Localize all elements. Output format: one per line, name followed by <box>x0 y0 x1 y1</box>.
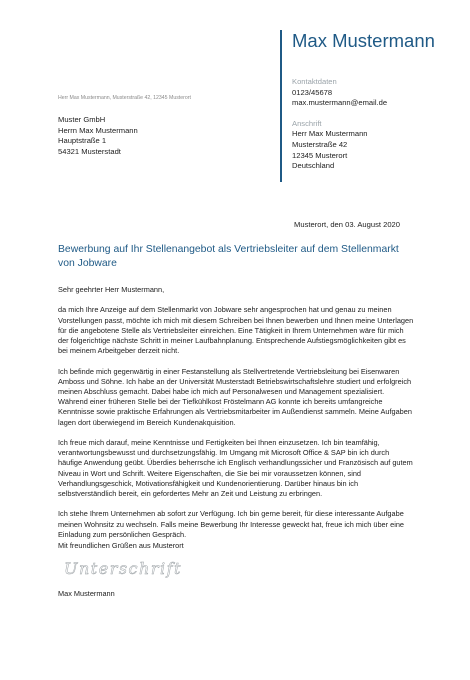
letter-body <box>58 285 415 550</box>
recipient-line: Herrn Max Mustermann <box>58 125 138 135</box>
signer-name: Max Mustermann <box>58 589 115 598</box>
letter-date: Musterort, den 03. August 2020 <box>294 220 400 229</box>
address-line: 12345 Musterort <box>292 150 348 160</box>
contact-email: max.mustermann@email.de <box>292 98 388 108</box>
body-paragraph: Ich befinde mich gegenwärtig in einer Festanstellung als Stellvertretende Vertriebsleitung bei Eisenwaren Amboss und Söhne. Ich habe an der Universität Musterstadt Betriebswirtschaftslehre studiert und erfolgreich meinen Abschluss gemacht. Dabei habe ich mich auf Personalwesen und Management spezialisiert. Während einer früheren Stelle bei der Tiefkühlkost Fröstelmann AG konnte ich bereits umfangreiche Kenntnisse sowie praktische Erfahrungen als Vertriebsmitarbeiter im Außendienst sammeln. Meine Aufgaben lagen dort überwiegend im Bereich Kundenakquisition. <box>58 366 412 427</box>
address-line: Musterstraße 42 <box>292 139 348 149</box>
sender-return-line: Herr Max Mustermann, Musterstraße 42, 12345 Musterort <box>58 95 191 101</box>
letter-subject: Bewerbung auf Ihr Stellenangebot als Vertriebsleiter auf dem Stellenmarkt von Jobware <box>58 244 399 269</box>
signature-placeholder: Unterschrift <box>64 559 182 578</box>
address-line: Deutschland <box>292 161 335 171</box>
recipient-address <box>58 115 138 157</box>
body-paragraph: da mich Ihre Anzeige auf dem Stellenmarkt von Jobware sehr angesprochen hat und genau zu meinen Vorstellungen passt, möchte ich mich mit diesem Schreiben bei Ihnen bewerben und Ihnen meine Unterlagen für die angebotene Stelle als Vertriebsleiter einreichen. Eine Tätigkeit in Ihrem Unternehmen wäre für mich der folgerichtige nächste Schritt in meiner Laufbahnplanung. Entsprechende Aufstiegsmöglichkeiten gibt es bei meinem Arbeitgeber derzeit nicht. <box>58 305 414 356</box>
recipient-line: Muster GmbH <box>58 115 106 124</box>
recipient-line: 54321 Musterstadt <box>58 146 121 156</box>
salutation: Sehr geehrter Herr Mustermann, <box>58 285 165 294</box>
address-heading: Anschrift <box>292 118 322 128</box>
contact-block <box>292 77 387 172</box>
body-paragraph: Ich stehe Ihrem Unternehmen ab sofort zur Verfügung. Ich bin gerne bereit, für diese interessante Aufgabe meinen Wohnsitz zu wechseln. Falls meine Bewerbung Ihr Interesse geweckt hat, freue ich mich über eine Einladung zum persönlichen Gespräch. <box>58 509 405 539</box>
body-paragraph: Ich freue mich darauf, meine Kenntnisse und Fertigkeiten bei Ihnen einzusetzen. Ich bin teamfähig, verantwortungsbewusst und durchsetzungsfähig. Im Umgang mit Microsoft Office & SAP bin ich durch häufige Anwendung geübt. Überdies beherrsche ich Englisch verhandlungssicher und Französisch auf gutem Niveau in Wort und Schrift. Weitere Eigenschaften, die Sie bei mir voraussetzen können, sind Verhandlungsgeschick, Motivationsfähigkeit und Kundenorientierung. Darüber hinaus bin ich selbstverständlich bereit, ein gefordertes Mehr an Zeit und Leistung zu erbringen. <box>58 438 413 499</box>
closing-line: Mit freundlichen Grüßen aus Musterort <box>58 541 184 550</box>
address-line: Herr Max Mustermann <box>292 129 368 139</box>
applicant-name: Max Mustermann <box>292 30 435 51</box>
recipient-line: Hauptstraße 1 <box>58 136 107 145</box>
contact-phone: 0123/45678 <box>292 87 333 97</box>
header-divider <box>280 30 282 182</box>
contact-heading: Kontaktdaten <box>292 77 337 86</box>
